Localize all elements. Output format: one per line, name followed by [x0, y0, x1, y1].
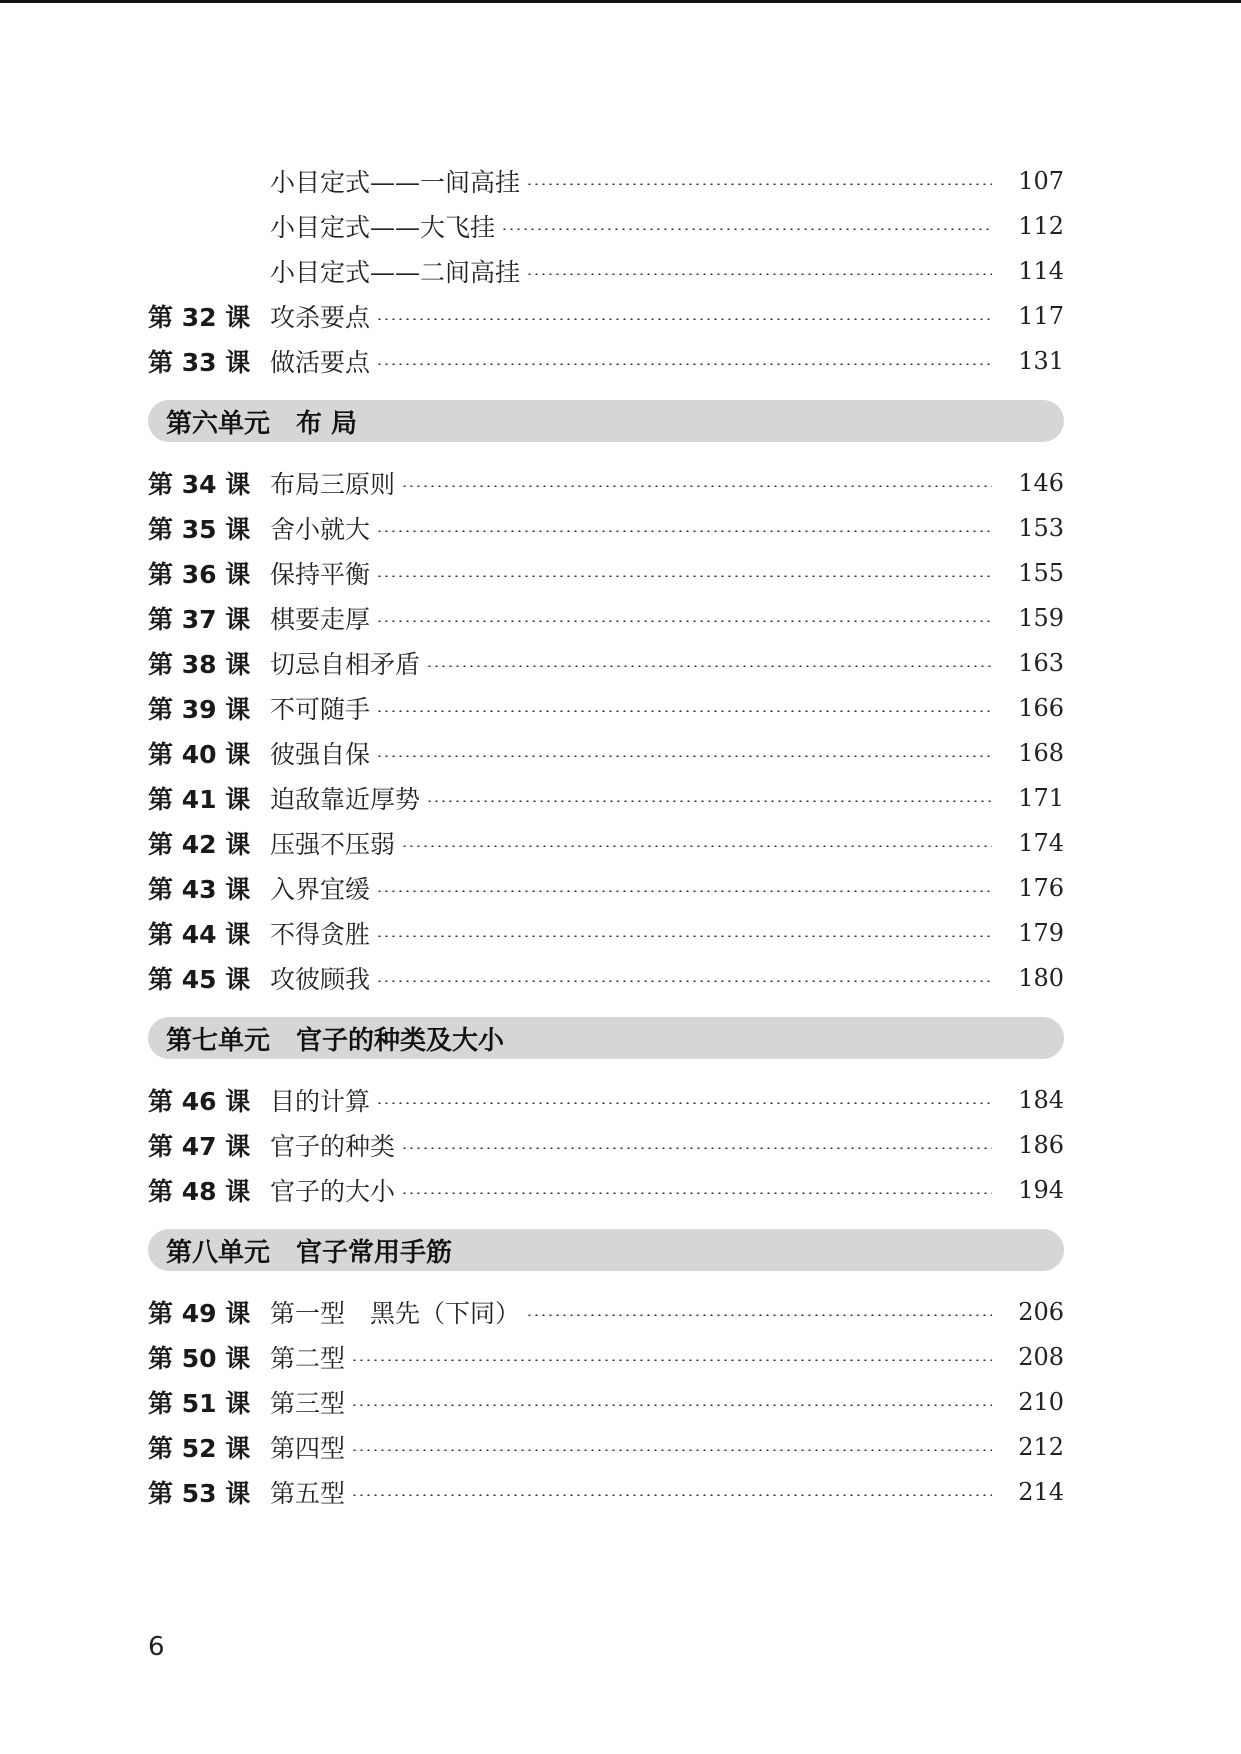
- dot-leader: [526, 1314, 992, 1316]
- entry-title: 攻杀要点: [270, 302, 371, 332]
- toc-entry[interactable]: [148, 505, 1064, 550]
- entry-page-number: 117: [1018, 301, 1064, 330]
- entry-page-number: 163: [1018, 648, 1064, 677]
- entry-title: 切忌自相矛盾: [270, 649, 421, 679]
- toc-entry[interactable]: [148, 640, 1064, 685]
- table-of-contents: [148, 158, 1064, 1514]
- entry-title: 不得贪胜: [270, 919, 371, 949]
- unit-header: [148, 400, 1064, 442]
- unit-title: 第六单元 布 局: [166, 408, 358, 439]
- dot-leader: [376, 1102, 992, 1104]
- lesson-number: 第 38 课: [148, 649, 251, 679]
- entry-page-number: 131: [1018, 346, 1064, 375]
- entry-title: 布局三原则: [270, 469, 396, 499]
- entry-title: 小目定式——一间高挂: [270, 167, 521, 197]
- toc-entry[interactable]: [148, 158, 1064, 203]
- entry-page-number: 194: [1018, 1175, 1064, 1204]
- entry-page-number: 206: [1018, 1297, 1064, 1326]
- toc-entry[interactable]: [148, 595, 1064, 640]
- dot-leader: [376, 710, 992, 712]
- toc-entry[interactable]: [148, 293, 1064, 338]
- entry-page-number: 146: [1018, 468, 1064, 497]
- entry-title: 舍小就大: [270, 514, 371, 544]
- toc-entry[interactable]: [148, 910, 1064, 955]
- entry-title: 迫敌靠近厚势: [270, 784, 421, 814]
- dot-leader: [376, 318, 992, 320]
- lesson-number: 第 39 课: [148, 694, 251, 724]
- toc-entry[interactable]: [148, 1289, 1064, 1334]
- lesson-number: 第 41 课: [148, 784, 251, 814]
- lesson-number: 第 40 课: [148, 739, 251, 769]
- entry-page-number: 166: [1018, 693, 1064, 722]
- toc-entry[interactable]: [148, 550, 1064, 595]
- dot-leader: [376, 575, 992, 577]
- toc-entry[interactable]: [148, 730, 1064, 775]
- entry-title: 保持平衡: [270, 559, 371, 589]
- entry-page-number: 155: [1018, 558, 1064, 587]
- entry-page-number: 184: [1018, 1085, 1064, 1114]
- dot-leader: [376, 755, 992, 757]
- lesson-number: 第 44 课: [148, 919, 251, 949]
- entry-title: 第三型: [270, 1388, 346, 1418]
- lesson-number: 第 34 课: [148, 469, 251, 499]
- entry-title: 小目定式——二间高挂: [270, 257, 521, 287]
- entry-page-number: 212: [1018, 1432, 1064, 1461]
- unit-title: 第七单元 官子的种类及大小: [166, 1025, 505, 1056]
- lesson-number: 第 42 课: [148, 829, 251, 859]
- toc-entry[interactable]: [148, 1122, 1064, 1167]
- lesson-number: 第 49 课: [148, 1298, 251, 1328]
- dot-leader: [401, 1192, 992, 1194]
- toc-entry[interactable]: [148, 865, 1064, 910]
- dot-leader: [401, 485, 992, 487]
- dot-leader: [376, 620, 992, 622]
- lesson-number: 第 45 课: [148, 964, 251, 994]
- lesson-number: 第 33 课: [148, 347, 251, 377]
- dot-leader: [376, 363, 992, 365]
- entry-page-number: 210: [1018, 1387, 1064, 1416]
- entry-title: 入界宜缓: [270, 874, 371, 904]
- toc-entry[interactable]: [148, 460, 1064, 505]
- entry-page-number: 114: [1018, 256, 1064, 285]
- toc-entry[interactable]: [148, 1379, 1064, 1424]
- toc-entry[interactable]: [148, 1167, 1064, 1212]
- entry-page-number: 153: [1018, 513, 1064, 542]
- entry-title: 官子的种类: [270, 1131, 396, 1161]
- entry-page-number: 208: [1018, 1342, 1064, 1371]
- lesson-number: 第 46 课: [148, 1086, 251, 1116]
- entry-title: 棋要走厚: [270, 604, 371, 634]
- unit-header: [148, 1229, 1064, 1271]
- toc-entry[interactable]: [148, 248, 1064, 293]
- dot-leader: [501, 228, 992, 230]
- toc-entry[interactable]: [148, 1077, 1064, 1122]
- lesson-number: 第 51 课: [148, 1388, 251, 1418]
- dot-leader: [351, 1359, 992, 1361]
- entry-title: 彼强自保: [270, 739, 371, 769]
- toc-entry[interactable]: [148, 1424, 1064, 1469]
- toc-entry[interactable]: [148, 685, 1064, 730]
- dot-leader: [426, 800, 992, 802]
- dot-leader: [376, 935, 992, 937]
- top-border-rule: [0, 0, 1241, 3]
- entry-title: 攻彼顾我: [270, 964, 371, 994]
- entry-title: 小目定式——大飞挂: [270, 212, 496, 242]
- entry-page-number: 179: [1018, 918, 1064, 947]
- dot-leader: [401, 1147, 992, 1149]
- lesson-number: 第 37 课: [148, 604, 251, 634]
- lesson-number: 第 35 课: [148, 514, 251, 544]
- toc-entry[interactable]: [148, 338, 1064, 383]
- unit-title: 第八单元 官子常用手筋: [166, 1237, 453, 1268]
- dot-leader: [376, 980, 992, 982]
- lesson-number: 第 47 课: [148, 1131, 251, 1161]
- toc-entry[interactable]: [148, 203, 1064, 248]
- lesson-number: 第 52 课: [148, 1433, 251, 1463]
- dot-leader: [351, 1404, 992, 1406]
- lesson-number: 第 53 课: [148, 1478, 251, 1508]
- toc-entry[interactable]: [148, 955, 1064, 1000]
- toc-entry[interactable]: [148, 1334, 1064, 1379]
- entry-page-number: 159: [1018, 603, 1064, 632]
- dot-leader: [351, 1494, 992, 1496]
- dot-leader: [426, 665, 992, 667]
- entry-page-number: 214: [1018, 1477, 1064, 1506]
- entry-page-number: 180: [1018, 963, 1064, 992]
- entry-title: 做活要点: [270, 347, 371, 377]
- entry-page-number: 112: [1018, 211, 1064, 240]
- entry-page-number: 186: [1018, 1130, 1064, 1159]
- toc-entry[interactable]: [148, 820, 1064, 865]
- lesson-number: 第 50 课: [148, 1343, 251, 1373]
- lesson-number: 第 32 课: [148, 302, 251, 332]
- dot-leader: [526, 273, 992, 275]
- entry-page-number: 107: [1018, 166, 1064, 195]
- entry-page-number: 171: [1018, 783, 1064, 812]
- toc-entry[interactable]: [148, 775, 1064, 820]
- entry-page-number: 174: [1018, 828, 1064, 857]
- page-number: 6: [148, 1632, 165, 1662]
- dot-leader: [376, 890, 992, 892]
- entry-title: 官子的大小: [270, 1176, 396, 1206]
- entry-title: 第四型: [270, 1433, 346, 1463]
- dot-leader: [526, 183, 992, 185]
- dot-leader: [376, 530, 992, 532]
- entry-title: 第二型: [270, 1343, 346, 1373]
- entry-page-number: 176: [1018, 873, 1064, 902]
- entry-title: 目的计算: [270, 1086, 371, 1116]
- entry-page-number: 168: [1018, 738, 1064, 767]
- entry-title: 压强不压弱: [270, 829, 396, 859]
- toc-entry[interactable]: [148, 1469, 1064, 1514]
- dot-leader: [351, 1449, 992, 1451]
- dot-leader: [401, 845, 992, 847]
- lesson-number: 第 36 课: [148, 559, 251, 589]
- lesson-number: 第 43 课: [148, 874, 251, 904]
- entry-title: 不可随手: [270, 694, 371, 724]
- unit-header: [148, 1017, 1064, 1059]
- entry-title: 第一型 黑先（下同）: [270, 1298, 521, 1328]
- entry-title: 第五型: [270, 1478, 346, 1508]
- lesson-number: 第 48 课: [148, 1176, 251, 1206]
